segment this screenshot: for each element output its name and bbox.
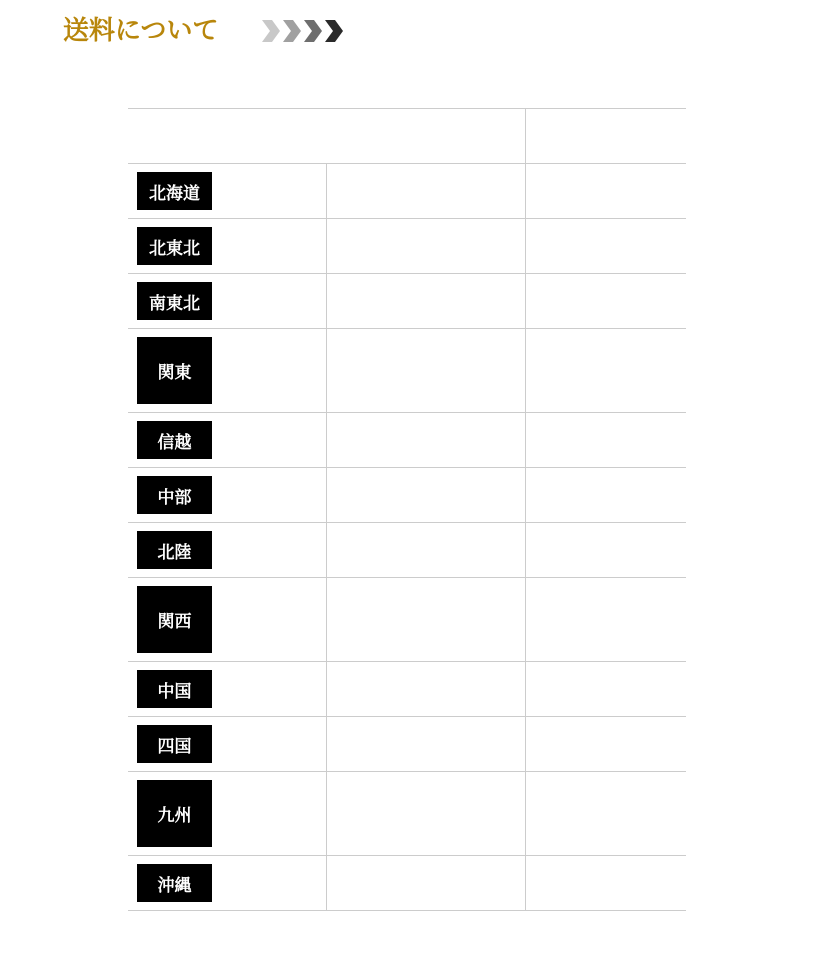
region-cell [128,219,327,274]
prefectures-cell [327,662,526,717]
table-row [128,856,686,911]
prefectures-cell [327,856,526,911]
table-row [128,274,686,329]
chevron-icon-4 [325,20,343,42]
prefectures-cell [327,329,526,413]
prefectures-cell [327,274,526,329]
region-badge: 中部 [137,476,212,514]
prefectures-cell [327,413,526,468]
chevron-icon-1 [262,20,280,42]
region-badge: 北東北 [137,227,212,265]
table-header-region [128,109,526,164]
table-row [128,329,686,413]
table-body [128,164,686,911]
region-cell [128,329,327,413]
prefectures-cell [327,468,526,523]
chevron-arrows-icon [262,20,346,42]
table-header-row [128,109,686,164]
fee-cell [526,856,687,911]
fee-cell [526,717,687,772]
region-badge: 北海道 [137,172,212,210]
chevron-icon-2 [283,20,301,42]
fee-cell [526,413,687,468]
region-badge: 沖縄 [137,864,212,902]
fee-cell [526,329,687,413]
fee-cell [526,164,687,219]
fee-cell [526,274,687,329]
prefectures-cell [327,578,526,662]
fee-cell [526,468,687,523]
region-badge: 中国 [137,670,212,708]
region-cell [128,274,327,329]
table-header-fee [526,109,687,164]
region-cell [128,717,327,772]
shipping-fee-table [128,108,686,911]
region-cell [128,578,327,662]
table-row [128,662,686,717]
prefectures-cell [327,523,526,578]
region-cell [128,772,327,856]
region-badge: 信越 [137,421,212,459]
table-row [128,219,686,274]
region-cell [128,164,327,219]
table-row [128,164,686,219]
chevron-icon-3 [304,20,322,42]
table-row [128,523,686,578]
region-badge: 北陸 [137,531,212,569]
region-cell [128,468,327,523]
region-badge: 四国 [137,725,212,763]
region-badge: 関西 [137,586,212,653]
fee-cell [526,662,687,717]
table-row [128,468,686,523]
prefectures-cell [327,772,526,856]
table-row [128,772,686,856]
table-row [128,717,686,772]
page-title: 送料について [63,16,219,46]
fee-cell [526,523,687,578]
fee-cell [526,219,687,274]
fee-cell [526,772,687,856]
region-cell [128,413,327,468]
table-row [128,413,686,468]
region-badge: 南東北 [137,282,212,320]
prefectures-cell [327,219,526,274]
table-row [128,578,686,662]
region-badge: 関東 [137,337,212,404]
prefectures-cell [327,164,526,219]
region-cell [128,662,327,717]
region-cell [128,856,327,911]
fee-cell [526,578,687,662]
region-badge: 九州 [137,780,212,847]
prefectures-cell [327,717,526,772]
region-cell [128,523,327,578]
